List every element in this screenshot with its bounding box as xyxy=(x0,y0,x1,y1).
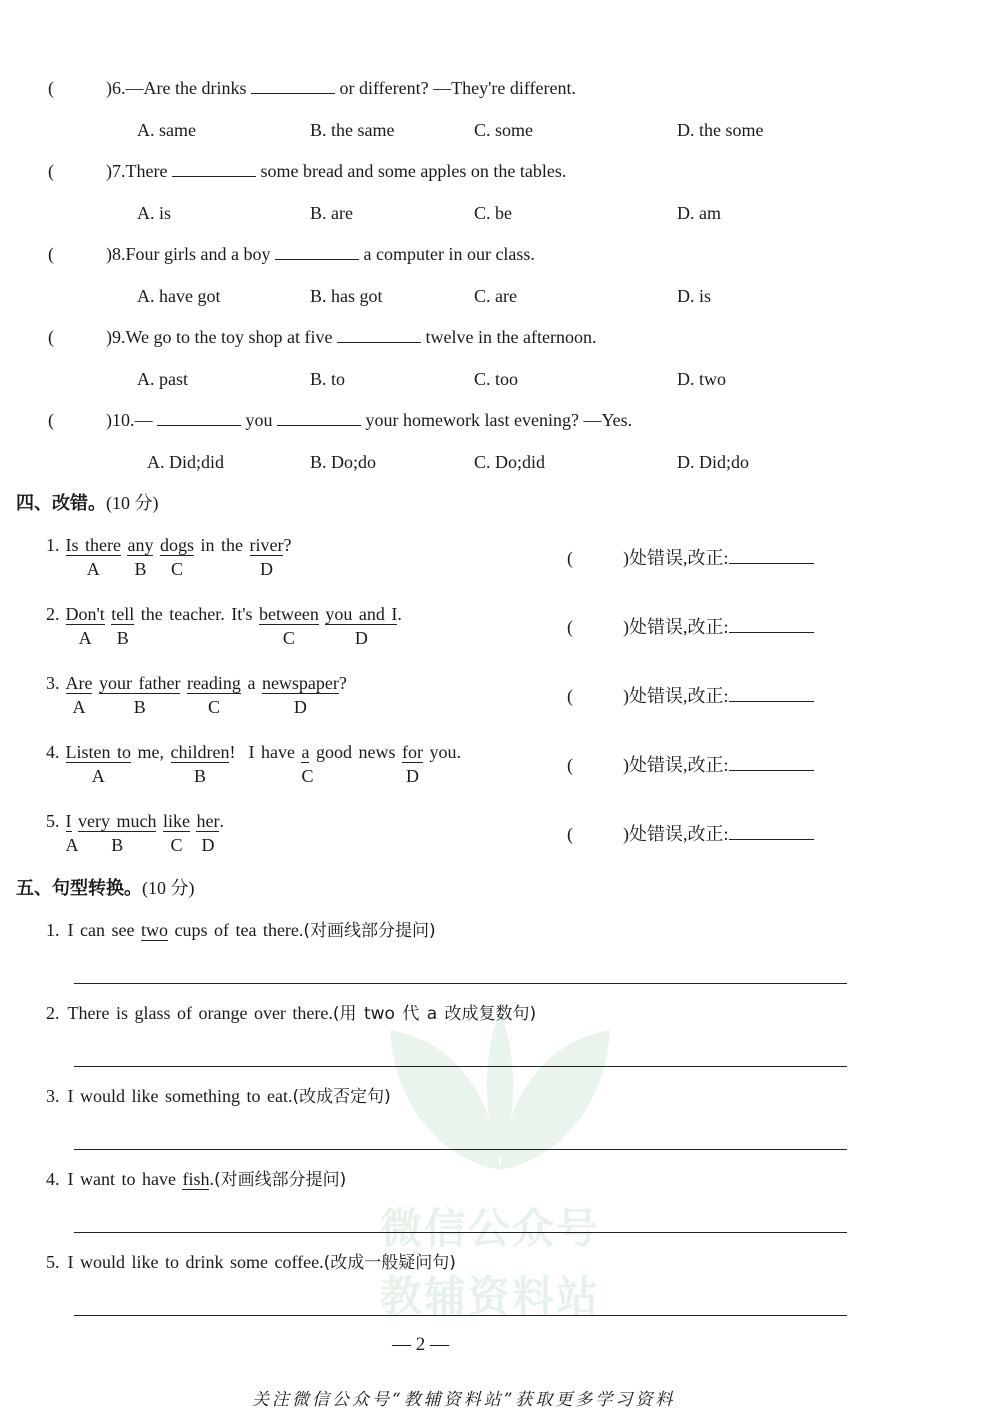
answer-label: )处错误,改正: xyxy=(623,548,729,568)
question-stem: —Are the drinks xyxy=(125,78,247,98)
instruction-hint: (改成否定句) xyxy=(292,1087,391,1107)
fill-blank[interactable] xyxy=(172,160,256,177)
answer-paren-open: ( xyxy=(48,161,54,181)
correction-answer xyxy=(567,685,814,707)
underlined-option xyxy=(127,535,154,579)
answer-paren-open: ( xyxy=(567,548,573,568)
transform-question xyxy=(46,1251,456,1274)
option-letter: C xyxy=(282,628,295,648)
option-c[interactable]: C. are xyxy=(474,286,517,306)
option-d[interactable]: D. Did;do xyxy=(677,452,749,472)
question-number: 7. xyxy=(112,161,126,181)
answer-paren-open: ( xyxy=(48,78,54,98)
sentence-text: I would like to drink some coffee. xyxy=(67,1252,324,1272)
answer-paren-open: ( xyxy=(567,755,573,775)
watermark-line-1: 微信公众号 xyxy=(380,1204,601,1253)
mc-question xyxy=(48,160,566,182)
option-text: reading xyxy=(186,673,241,693)
option-letter: B xyxy=(116,628,129,648)
fill-blank[interactable] xyxy=(157,409,241,426)
fill-blank[interactable] xyxy=(251,77,335,94)
mc-question xyxy=(48,326,596,348)
item-number: 1. xyxy=(46,535,60,555)
answer-label: )处错误,改正: xyxy=(623,617,729,637)
watermark-leaf-logo xyxy=(385,1010,615,1170)
page-number: — 2 — xyxy=(392,1334,449,1355)
correction-answer xyxy=(567,754,814,776)
answer-line[interactable] xyxy=(74,1315,847,1316)
answer-paren-open: ( xyxy=(567,686,573,706)
answer-paren-close: ) xyxy=(106,78,112,98)
option-text: Are xyxy=(65,673,93,693)
underlined-option xyxy=(65,742,132,786)
question-number: 6. xyxy=(112,78,126,98)
correction-answer xyxy=(567,616,814,638)
sentence-text: ? xyxy=(283,535,292,555)
option-text: tell xyxy=(111,604,135,624)
section5-heading: 五、句型转换。(10 分) xyxy=(16,878,195,899)
transform-question xyxy=(46,1002,536,1025)
fill-blank[interactable] xyxy=(277,409,361,426)
option-c[interactable]: C. some xyxy=(474,120,534,140)
correction-sentence xyxy=(46,810,224,855)
instruction-hint: (对画线部分提问) xyxy=(303,921,436,941)
question-stem: a computer in our class. xyxy=(363,244,535,264)
option-c[interactable]: C. be xyxy=(474,203,512,223)
sentence-text: . xyxy=(397,604,402,624)
option-letter: B xyxy=(133,697,146,717)
option-a[interactable]: A. have got xyxy=(137,286,221,306)
option-letter: D xyxy=(259,559,273,579)
correction-blank[interactable] xyxy=(729,547,814,564)
question-stem: Four girls and a boy xyxy=(125,244,271,264)
correction-blank[interactable] xyxy=(729,754,814,771)
option-letter: D xyxy=(201,835,215,855)
underlined-option xyxy=(78,811,157,855)
transform-question xyxy=(46,919,436,942)
mc-question xyxy=(48,409,632,431)
instruction-hint: (对画线部分提问) xyxy=(213,1170,347,1190)
option-text: Listen to xyxy=(65,742,131,762)
option-text: Is there xyxy=(65,535,121,555)
item-number: 4. xyxy=(46,742,60,762)
option-b[interactable]: B. to xyxy=(310,369,346,389)
question-stem: There xyxy=(125,161,168,181)
option-letter: B xyxy=(193,766,206,786)
correction-answer xyxy=(567,823,814,845)
underlined-option xyxy=(170,742,230,786)
answer-line[interactable] xyxy=(74,1149,847,1150)
correction-sentence xyxy=(46,672,347,717)
option-letter: C xyxy=(170,835,183,855)
answer-paren-close: ) xyxy=(106,410,112,430)
option-letter: A xyxy=(72,697,86,717)
answer-paren-close: ) xyxy=(106,161,112,181)
correction-sentence xyxy=(46,603,402,648)
option-letter: B xyxy=(134,559,147,579)
option-d[interactable]: D. the some xyxy=(677,120,764,140)
option-text: children xyxy=(170,742,230,762)
fill-blank[interactable] xyxy=(275,243,359,260)
fill-blank[interactable] xyxy=(337,326,421,343)
question-number: 9. xyxy=(112,327,126,347)
option-c[interactable]: C. too xyxy=(474,369,519,389)
option-a[interactable]: A. is xyxy=(137,203,172,223)
underlined-option xyxy=(65,604,105,648)
answer-paren-open: ( xyxy=(567,824,573,844)
item-number: 5. xyxy=(46,1252,60,1272)
mc-question xyxy=(48,77,576,99)
underlined-option xyxy=(301,742,314,786)
answer-paren-open: ( xyxy=(48,410,54,430)
option-text: dogs xyxy=(159,535,194,555)
option-a[interactable]: A. past xyxy=(137,369,188,389)
underlined-option xyxy=(65,535,121,579)
option-text: very much xyxy=(78,811,157,831)
question-number: 8. xyxy=(112,244,126,264)
option-text: Don't xyxy=(65,604,105,624)
option-letter: C xyxy=(207,697,220,717)
option-letter: D xyxy=(405,766,419,786)
section4-heading: 四、改错。(10 分) xyxy=(16,493,159,514)
underlined-option xyxy=(159,535,194,579)
option-letter: C xyxy=(301,766,314,786)
option-text: a xyxy=(301,742,310,762)
option-letter: C xyxy=(170,559,183,579)
option-b[interactable]: B. Do;do xyxy=(310,452,377,472)
item-number: 2. xyxy=(46,604,60,624)
underlined-option xyxy=(249,535,284,579)
option-text: any xyxy=(127,535,154,555)
instruction-hint: (改成一般疑问句) xyxy=(323,1253,456,1273)
answer-label: )处错误,改正: xyxy=(623,686,729,706)
option-letter: A xyxy=(86,559,100,579)
question-stem: your homework last evening? —Yes. xyxy=(365,410,633,430)
answer-paren-open: ( xyxy=(567,617,573,637)
option-text: you and I xyxy=(325,604,398,624)
underlined-word: two xyxy=(140,920,168,940)
question-stem: We go to the toy shop at five xyxy=(125,327,333,347)
answer-label: )处错误,改正: xyxy=(623,824,729,844)
sentence-text: a xyxy=(240,673,262,693)
underlined-option xyxy=(325,604,398,648)
correction-sentence xyxy=(46,534,292,579)
answer-paren-open: ( xyxy=(48,244,54,264)
option-b[interactable]: B. are xyxy=(310,203,353,223)
option-letter: A xyxy=(65,835,79,855)
sentence-text: the teacher. It's xyxy=(134,604,259,624)
option-text: newspaper xyxy=(261,673,339,693)
sentence-text: good news xyxy=(309,742,402,762)
answer-paren-close: ) xyxy=(106,327,112,347)
answer-label: )处错误,改正: xyxy=(623,755,729,775)
watermark-line-2: 教辅资料站 xyxy=(380,1272,601,1321)
sentence-text: . xyxy=(209,1169,214,1189)
underlined-word: fish xyxy=(182,1169,210,1189)
option-d[interactable]: D. two xyxy=(677,369,726,389)
option-letter: A xyxy=(78,628,92,648)
underlined-option xyxy=(65,811,79,855)
item-number: 1. xyxy=(46,920,60,940)
answer-line[interactable] xyxy=(74,1232,847,1233)
question-stem: twelve in the afternoon. xyxy=(425,327,597,347)
option-text: your father xyxy=(98,673,181,693)
footer-note: 关注微信公众号“教辅资料站”获取更多学习资料 xyxy=(252,1390,676,1410)
answer-line[interactable] xyxy=(74,1066,847,1067)
underlined-option xyxy=(111,604,135,648)
question-stem: some bread and some apples on the tables. xyxy=(260,161,567,181)
question-stem: or different? —They're different. xyxy=(339,78,576,98)
correction-answer xyxy=(567,547,814,569)
option-a[interactable]: A. same xyxy=(137,120,196,140)
option-text: between xyxy=(258,604,319,624)
sentence-text: cups of tea there. xyxy=(167,920,304,940)
sentence-text: ! I have xyxy=(229,742,302,762)
question-stem: you xyxy=(245,410,273,430)
item-number: 2. xyxy=(46,1003,60,1023)
option-text: her xyxy=(196,811,220,831)
sentence-text: . xyxy=(219,811,224,831)
transform-question xyxy=(46,1085,391,1108)
correction-blank[interactable] xyxy=(729,685,814,702)
sentence-text: you. xyxy=(422,742,461,762)
question-stem: — xyxy=(134,410,153,430)
item-number: 5. xyxy=(46,811,60,831)
question-number: 10. xyxy=(112,410,135,430)
underlined-option xyxy=(401,742,423,786)
instruction-hint: (用 two 代 a 改成复数句) xyxy=(332,1004,537,1024)
underlined-option xyxy=(261,673,339,717)
item-number: 3. xyxy=(46,1086,60,1106)
option-text: I xyxy=(65,811,72,831)
underlined-option xyxy=(98,673,181,717)
sentence-text: me, xyxy=(131,742,171,762)
underlined-option xyxy=(65,673,93,717)
answer-line[interactable] xyxy=(74,983,847,984)
option-d[interactable]: D. am xyxy=(677,203,721,223)
sentence-text: I want to have xyxy=(67,1169,183,1189)
sentence-text: in the xyxy=(194,535,250,555)
underlined-option xyxy=(196,811,220,855)
option-letter: D xyxy=(354,628,368,648)
correction-blank[interactable] xyxy=(729,616,814,633)
underlined-option xyxy=(162,811,190,855)
answer-paren-open: ( xyxy=(48,327,54,347)
item-number: 4. xyxy=(46,1169,60,1189)
transform-question xyxy=(46,1168,346,1191)
sentence-text: I would like something to eat. xyxy=(67,1086,293,1106)
sentence-text: There is glass of orange over there. xyxy=(67,1003,333,1023)
sentence-text: I can see xyxy=(67,920,141,940)
answer-paren-close: ) xyxy=(106,244,112,264)
option-a[interactable]: A. Did;did xyxy=(147,452,225,472)
option-letter: D xyxy=(293,697,307,717)
mc-question xyxy=(48,243,535,265)
item-number: 3. xyxy=(46,673,60,693)
option-letter: A xyxy=(91,766,105,786)
underlined-option xyxy=(186,673,241,717)
option-c[interactable]: C. Do;did xyxy=(474,452,546,472)
option-b[interactable]: B. has got xyxy=(310,286,383,306)
option-b[interactable]: B. the same xyxy=(310,120,395,140)
correction-sentence xyxy=(46,741,461,786)
option-text: like xyxy=(162,811,190,831)
underlined-option xyxy=(258,604,319,648)
option-text: for xyxy=(401,742,423,762)
sentence-text: ? xyxy=(338,673,347,693)
option-text: river xyxy=(249,535,284,555)
option-d[interactable]: D. is xyxy=(677,286,712,306)
option-letter: B xyxy=(111,835,124,855)
correction-blank[interactable] xyxy=(729,823,814,840)
